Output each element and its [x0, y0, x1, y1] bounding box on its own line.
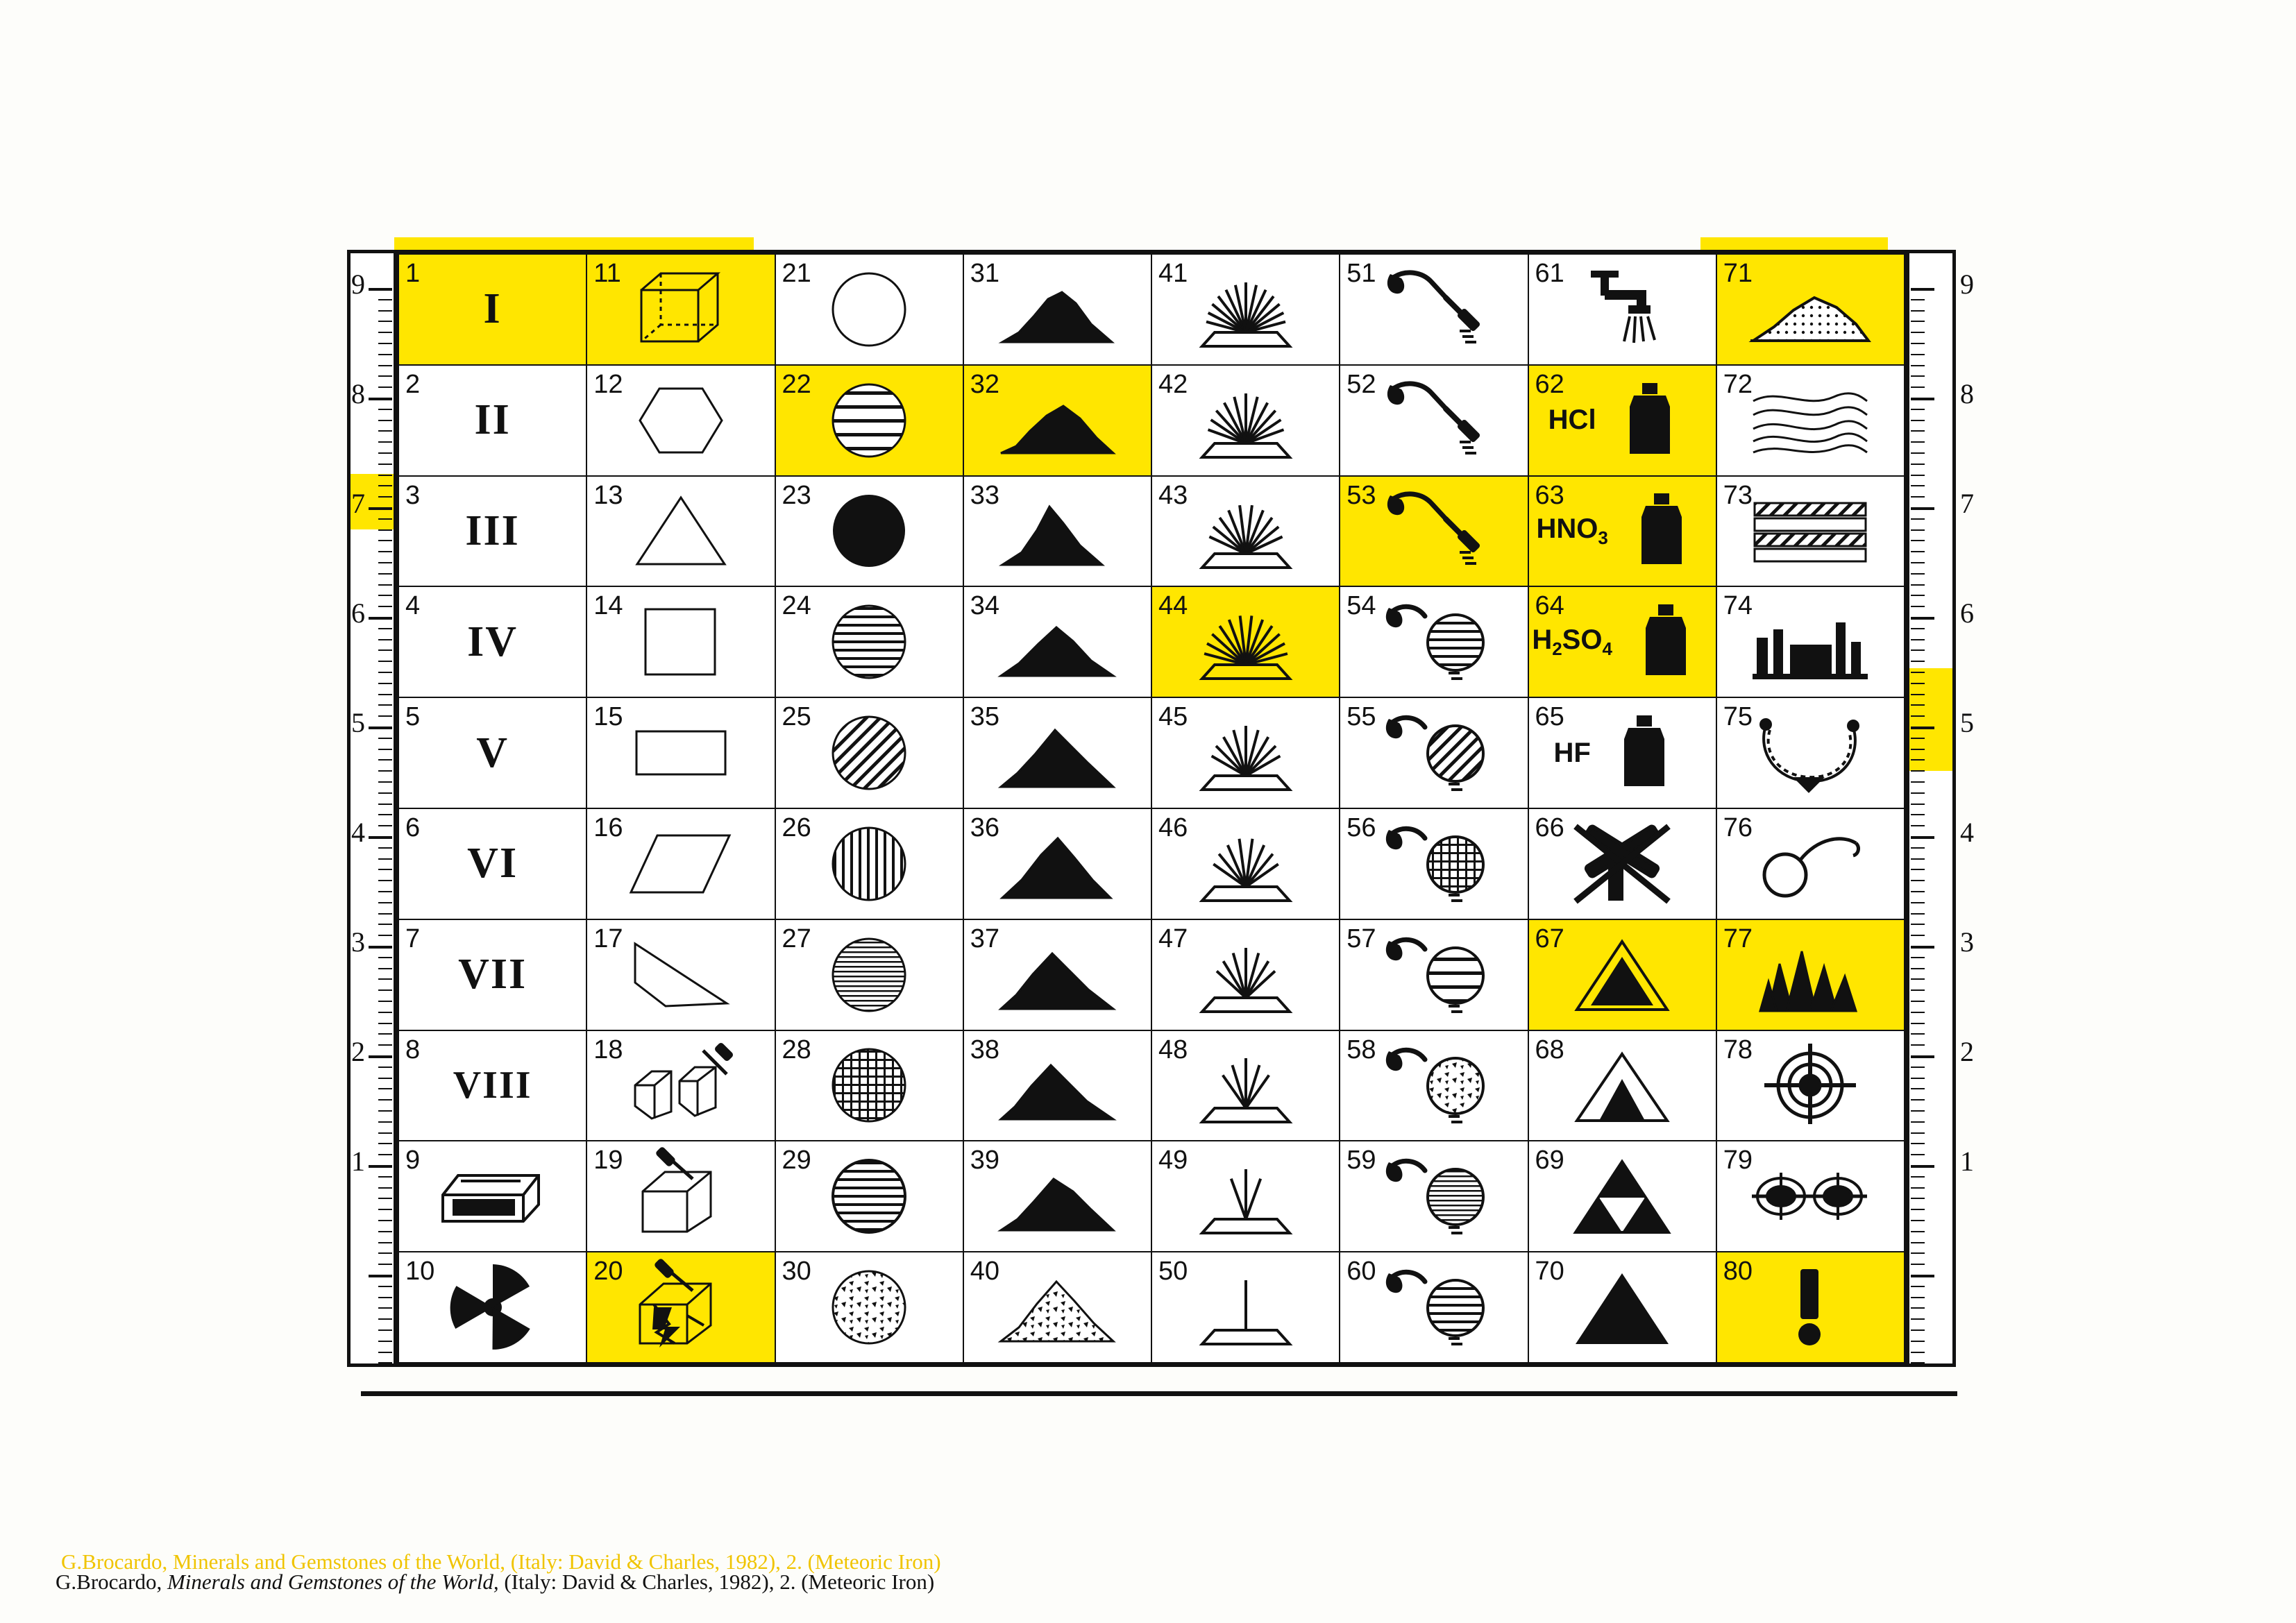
symbol-cell-63[interactable] [1528, 476, 1716, 587]
cell-number: 63 [1535, 480, 1564, 510]
ruler-label: 8 [351, 378, 365, 409]
cell-number: 40 [970, 1257, 1000, 1286]
symbol-cell-45[interactable] [1151, 697, 1340, 808]
figure-caption [56, 1570, 934, 1595]
cell-number: 19 [593, 1146, 623, 1175]
cell-number: 4 [405, 591, 421, 621]
symbol-cell-68[interactable] [1528, 1030, 1716, 1141]
symbol-cell-33[interactable] [963, 476, 1151, 587]
roman-numeral: IV [467, 618, 518, 665]
symbol-cell-67[interactable] [1528, 919, 1716, 1030]
symbol-cell-70[interactable] [1528, 1252, 1716, 1363]
symbol-cell-4[interactable] [398, 586, 586, 697]
symbol-cell-76[interactable] [1716, 808, 1905, 919]
cell-number: 26 [782, 813, 811, 842]
cell-number: 59 [1347, 1146, 1376, 1175]
cell-number: 17 [593, 924, 623, 953]
roman-numeral: V [476, 729, 509, 776]
roman-numeral-III-icon [399, 477, 586, 586]
symbol-cell-15[interactable] [586, 697, 775, 808]
table-row [398, 919, 1905, 1030]
cell-number: 11 [593, 259, 621, 288]
symbol-cell-59[interactable] [1340, 1141, 1528, 1252]
ruler-label: 1 [351, 1146, 365, 1177]
cell-number: 74 [1723, 591, 1753, 621]
cell-number: 42 [1158, 369, 1188, 399]
cell-number: 56 [1347, 813, 1376, 842]
cell-number: 72 [1723, 369, 1753, 399]
symbol-cell-14[interactable] [586, 586, 775, 697]
cell-number: 37 [970, 924, 1000, 953]
caption-title: Minerals and Gemstones of the World, [167, 1570, 499, 1594]
symbol-cell-44[interactable] [1151, 586, 1340, 697]
chemical-formula: $H_2SO_4$ [1532, 624, 1612, 659]
symbol-cell-26[interactable] [775, 808, 963, 919]
symbol-cell-9[interactable] [398, 1141, 586, 1252]
cell-number: 60 [1347, 1257, 1376, 1286]
symbol-cell-62[interactable] [1528, 365, 1716, 476]
ruler-label: 7 [1960, 488, 1974, 519]
symbol-cell-73[interactable] [1716, 476, 1905, 587]
symbol-cell-25[interactable] [775, 697, 963, 808]
ruler-label: 3 [1960, 926, 1974, 958]
cell-number: 16 [593, 813, 623, 842]
cell-number: 64 [1535, 591, 1564, 621]
symbol-cell-57[interactable] [1340, 919, 1528, 1030]
cell-number: 30 [782, 1257, 811, 1286]
symbol-cell-24[interactable] [775, 586, 963, 697]
cell-number: 18 [593, 1035, 623, 1064]
cell-number: 34 [970, 591, 1000, 621]
cell-number: 80 [1723, 1257, 1753, 1286]
symbol-cell-79[interactable] [1716, 1141, 1905, 1252]
ruler-label: 2 [1960, 1036, 1974, 1067]
symbol-cell-61[interactable] [1528, 254, 1716, 365]
cell-number: 12 [593, 369, 623, 399]
table-row [398, 808, 1905, 919]
symbol-cell-50[interactable] [1151, 1252, 1340, 1363]
ruler-label: 6 [351, 597, 365, 629]
caption-rest: (Italy: David & Charles, 1982), 2. (Meteoric Iron) [504, 1570, 935, 1594]
cell-number: 5 [405, 702, 421, 732]
cell-number: 57 [1347, 924, 1376, 953]
symbol-cell-69[interactable] [1528, 1141, 1716, 1252]
symbol-cell-19[interactable] [586, 1141, 775, 1252]
cell-number: 73 [1723, 480, 1753, 510]
symbol-cell-74[interactable] [1716, 586, 1905, 697]
cell-number: 38 [970, 1035, 1000, 1064]
cell-number: 58 [1347, 1035, 1376, 1064]
cell-number: 6 [405, 813, 421, 842]
symbol-cell-60[interactable] [1340, 1252, 1528, 1363]
symbol-cell-56[interactable] [1340, 808, 1528, 919]
chemical-formula: $HNO_3$ [1536, 513, 1608, 548]
ruler-label: 7 [351, 488, 365, 519]
symbol-cell-78[interactable] [1716, 1030, 1905, 1141]
cell-number: 67 [1535, 924, 1564, 953]
roman-numeral-IV-icon [399, 587, 586, 697]
roman-numeral: I [483, 285, 502, 333]
cell-number: 8 [405, 1035, 421, 1064]
cell-number: 54 [1347, 591, 1376, 621]
cell-number: 53 [1347, 480, 1376, 510]
symbol-cell-71[interactable] [1716, 254, 1905, 365]
ruler-label: 9 [1960, 269, 1974, 300]
chemical-formula: HCl [1548, 405, 1596, 436]
cell-number: 24 [782, 591, 811, 621]
symbol-cell-65[interactable] [1528, 697, 1716, 808]
ruler-label: 3 [351, 926, 365, 958]
symbol-cell-47[interactable] [1151, 919, 1340, 1030]
cell-number: 78 [1723, 1035, 1753, 1064]
cell-number: 52 [1347, 369, 1376, 399]
symbol-cell-7[interactable] [398, 919, 586, 1030]
symbol-cell-46[interactable] [1151, 808, 1340, 919]
cell-number: 10 [405, 1257, 435, 1286]
symbol-cell-1[interactable] [398, 254, 586, 365]
cell-number: 69 [1535, 1146, 1564, 1175]
meteorite-bar-icon [399, 1141, 586, 1251]
cell-number: 29 [782, 1146, 811, 1175]
cell-number: 46 [1158, 813, 1188, 842]
cell-number: 51 [1347, 259, 1376, 288]
ruler-label: 4 [1960, 817, 1974, 848]
table-row [398, 1141, 1905, 1252]
symbol-cell-54[interactable] [1340, 586, 1528, 697]
symbol-cell-13[interactable] [586, 476, 775, 587]
cell-number: 35 [970, 702, 1000, 732]
symbol-cell-11[interactable] [586, 254, 775, 365]
cell-number: 28 [782, 1035, 811, 1064]
ruler-label: 5 [351, 707, 365, 738]
symbol-cell-34[interactable] [963, 586, 1151, 697]
roman-numeral-VI-icon [399, 809, 586, 919]
symbol-cell-36[interactable] [963, 808, 1151, 919]
roman-numeral: VI [467, 840, 518, 887]
table-row [398, 476, 1905, 587]
symbol-cell-49[interactable] [1151, 1141, 1340, 1252]
symbol-cell-41[interactable] [1151, 254, 1340, 365]
ruler-left [347, 250, 397, 1367]
symbol-table [398, 253, 1905, 1363]
table-row [398, 697, 1905, 808]
cell-number: 33 [970, 480, 1000, 510]
cell-number: 2 [405, 369, 421, 399]
symbol-cell-42[interactable] [1151, 365, 1340, 476]
cell-number: 21 [782, 259, 811, 288]
cell-number: 41 [1158, 259, 1188, 288]
symbol-cell-16[interactable] [586, 808, 775, 919]
ruler-label: 1 [1960, 1146, 1974, 1177]
cell-number: 32 [970, 369, 1000, 399]
symbol-cell-12[interactable] [586, 365, 775, 476]
symbol-cell-5[interactable] [398, 697, 586, 808]
symbol-cell-58[interactable] [1340, 1030, 1528, 1141]
cell-number: 76 [1723, 813, 1753, 842]
cell-number: 49 [1158, 1146, 1188, 1175]
cell-number: 77 [1723, 924, 1753, 953]
symbol-cell-18[interactable] [586, 1030, 775, 1141]
table-row [398, 586, 1905, 697]
symbol-cell-53[interactable] [1340, 476, 1528, 587]
roman-numeral-I-icon [399, 255, 586, 364]
symbol-cell-38[interactable] [963, 1030, 1151, 1141]
cell-number: 23 [782, 480, 811, 510]
symbol-cell-51[interactable] [1340, 254, 1528, 365]
symbol-cell-27[interactable] [775, 919, 963, 1030]
horizontal-rule [361, 1391, 1957, 1396]
symbol-cell-28[interactable] [775, 1030, 963, 1141]
symbol-cell-64[interactable] [1528, 586, 1716, 697]
roman-numeral-VIII-icon [399, 1031, 586, 1141]
cell-number: 27 [782, 924, 811, 953]
caption-author: G.Brocardo, [56, 1570, 162, 1594]
roman-numeral-II-icon [399, 366, 586, 475]
symbol-cell-72[interactable] [1716, 365, 1905, 476]
symbol-cell-32[interactable] [963, 365, 1151, 476]
symbol-cell-30[interactable] [775, 1252, 963, 1363]
cell-number: 1 [405, 259, 421, 288]
symbol-cell-37[interactable] [963, 919, 1151, 1030]
symbol-cell-10[interactable] [398, 1252, 586, 1363]
cell-number: 36 [970, 813, 1000, 842]
table-row [398, 1252, 1905, 1363]
symbol-cell-3[interactable] [398, 476, 586, 587]
cell-number: 70 [1535, 1257, 1564, 1286]
caption-ghost: G.Brocardo, Minerals and Gemstones of the World, (Italy: David & Charles, 1982), 2. (Meteoric Iron) [61, 1549, 941, 1574]
roman-numeral-V-icon [399, 698, 586, 808]
cell-number: 7 [405, 924, 421, 953]
cell-number: 13 [593, 480, 623, 510]
cell-number: 14 [593, 591, 623, 621]
cell-number: 31 [970, 259, 1000, 288]
cell-number: 22 [782, 369, 811, 399]
symbol-cell-48[interactable] [1151, 1030, 1340, 1141]
ruler-label: 4 [351, 817, 365, 848]
cell-number: 25 [782, 702, 811, 732]
symbol-cell-31[interactable] [963, 254, 1151, 365]
table-row [398, 254, 1905, 365]
symbol-cell-35[interactable] [963, 697, 1151, 808]
symbol-cell-55[interactable] [1340, 697, 1528, 808]
roman-numeral: II [474, 396, 511, 444]
cell-number: 68 [1535, 1035, 1564, 1064]
symbol-cell-22[interactable] [775, 365, 963, 476]
ruler-label: 2 [351, 1036, 365, 1067]
cell-number: 71 [1723, 259, 1753, 288]
symbol-grid [394, 250, 1909, 1367]
symbol-cell-43[interactable] [1151, 476, 1340, 587]
symbol-cell-8[interactable] [398, 1030, 586, 1141]
cell-number: 9 [405, 1146, 421, 1175]
cell-number: 43 [1158, 480, 1188, 510]
cell-number: 61 [1535, 259, 1564, 288]
symbol-chart [347, 250, 1974, 1367]
ruler-right [1906, 250, 1956, 1367]
cell-number: 44 [1158, 591, 1188, 621]
table-row [398, 1030, 1905, 1141]
cell-number: 39 [970, 1146, 1000, 1175]
symbol-cell-17[interactable] [586, 919, 775, 1030]
ruler-label: 8 [1960, 378, 1974, 409]
cell-number: 20 [593, 1257, 623, 1286]
cell-number: 66 [1535, 813, 1564, 842]
cell-number: 45 [1158, 702, 1188, 732]
cell-number: 55 [1347, 702, 1376, 732]
symbol-cell-66[interactable] [1528, 808, 1716, 919]
symbol-cell-29[interactable] [775, 1141, 963, 1252]
roman-numeral-VII-icon [399, 920, 586, 1030]
symbol-cell-77[interactable] [1716, 919, 1905, 1030]
symbol-cell-23[interactable] [775, 476, 963, 587]
symbol-cell-40[interactable] [963, 1252, 1151, 1363]
cell-number: 62 [1535, 369, 1564, 399]
cell-number: 65 [1535, 702, 1564, 732]
table-row [398, 365, 1905, 476]
roman-numeral: VIII [453, 1064, 532, 1107]
symbol-cell-21[interactable] [775, 254, 963, 365]
chemical-formula: HF [1553, 737, 1591, 768]
symbol-cell-75[interactable] [1716, 697, 1905, 808]
symbol-cell-20[interactable] [586, 1252, 775, 1363]
ruler-label: 5 [1960, 707, 1974, 738]
symbol-cell-6[interactable] [398, 808, 586, 919]
symbol-cell-52[interactable] [1340, 365, 1528, 476]
roman-numeral: VII [458, 951, 527, 999]
ruler-label: 6 [1960, 597, 1974, 629]
cell-number: 48 [1158, 1035, 1188, 1064]
roman-numeral: III [465, 507, 520, 554]
cell-number: 50 [1158, 1257, 1188, 1286]
cell-number: 47 [1158, 924, 1188, 953]
cell-number: 3 [405, 480, 421, 510]
cell-number: 15 [593, 702, 623, 732]
ruler-label: 9 [351, 269, 365, 300]
symbol-cell-80[interactable] [1716, 1252, 1905, 1363]
cell-number: 75 [1723, 702, 1753, 732]
symbol-cell-2[interactable] [398, 365, 586, 476]
cell-number: 79 [1723, 1146, 1753, 1175]
symbol-cell-39[interactable] [963, 1141, 1151, 1252]
